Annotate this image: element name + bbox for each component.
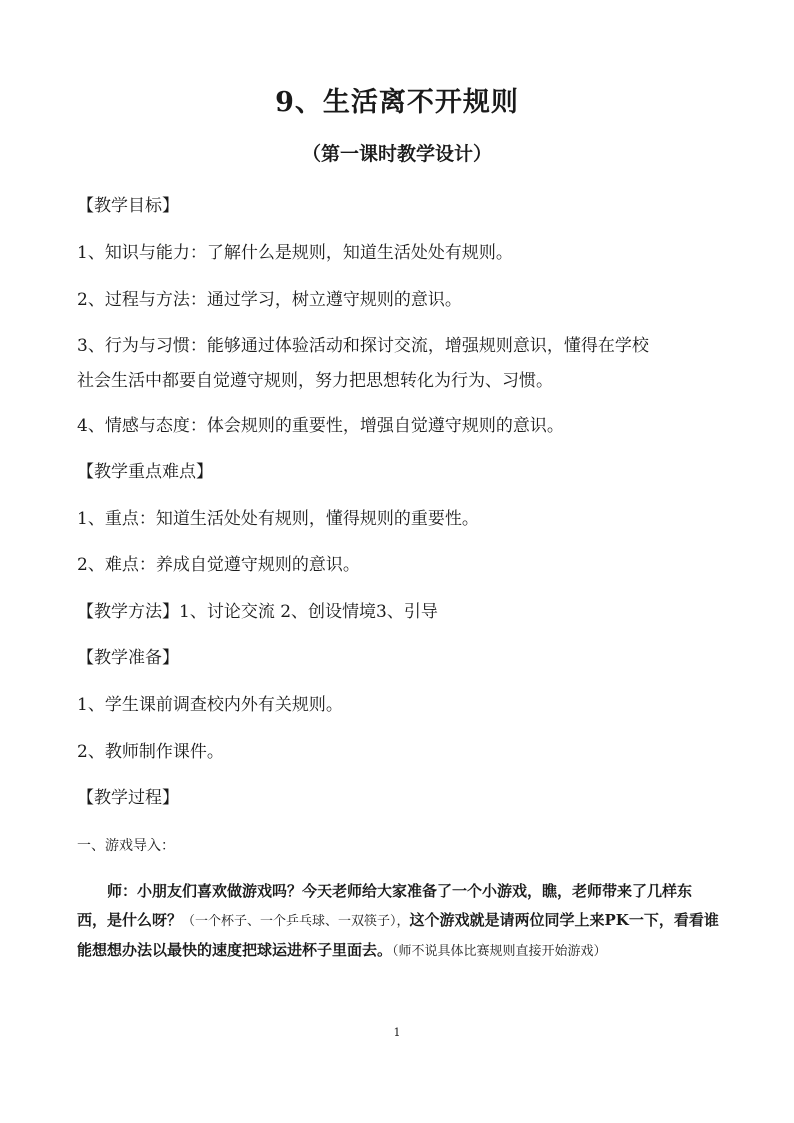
paragraph-part-1: 师：小朋友们喜欢做游戏吗？今天老师给大家准备了一个小游戏，瞧，老师带来了几样东西，是什么呀？ bbox=[77, 882, 693, 929]
page-number: 1 bbox=[393, 1026, 401, 1039]
document-subtitle: （第一课时教学设计） bbox=[301, 143, 492, 165]
paragraph-part-3: 这个游戏就是请两位同学上来PK一下，看看谁能想想办法以最快的速度把球运进杯子里面去。 bbox=[77, 911, 719, 959]
preparation-heading: 【教学准备】 bbox=[77, 648, 179, 668]
document-title: 9、生活离不开规则 bbox=[275, 87, 519, 118]
process-heading: 【教学过程】 bbox=[77, 788, 179, 808]
key-point-2: 2、难点：养成自觉遵守规则的意识。 bbox=[77, 555, 360, 575]
goal-item-1: 1、知识与能力：了解什么是规则，知道生活处处有规则。 bbox=[77, 243, 513, 263]
preparation-item-2: 2、教师制作课件。 bbox=[77, 742, 224, 762]
goals-heading: 【教学目标】 bbox=[77, 196, 179, 216]
paragraph-part-4: （师不说具体比赛规则直接开始游戏） bbox=[392, 944, 607, 959]
goal-item-2: 2、过程与方法：通过学习，树立遵守规则的意识。 bbox=[77, 290, 462, 310]
goal-item-3-line-2: 社会生活中都要自觉遵守规则，努力把思想转化为行为、习惯。 bbox=[77, 371, 553, 391]
key-point-1: 1、重点：知道生活处处有规则，懂得规则的重要性。 bbox=[77, 509, 479, 529]
paragraph-part-2: （一个杯子、一个乒乓球、一双筷子）， bbox=[182, 914, 410, 929]
goal-item-3-line-1: 3、行为与习惯：能够通过体验活动和探讨交流，增强规则意识，懂得在学校 bbox=[77, 336, 649, 356]
preparation-item-1: 1、学生课前调查校内外有关规则。 bbox=[77, 695, 343, 715]
intro-paragraph bbox=[77, 877, 719, 966]
teaching-method-line: 【教学方法】1、讨论交流 2、创设情境3、引导 bbox=[77, 602, 438, 622]
key-points-heading: 【教学重点难点】 bbox=[77, 462, 213, 482]
goal-item-4: 4、情感与态度：体会规则的重要性，增强自觉遵守规则的意识。 bbox=[77, 416, 564, 436]
process-step-1: 一、游戏导入： bbox=[77, 838, 175, 854]
